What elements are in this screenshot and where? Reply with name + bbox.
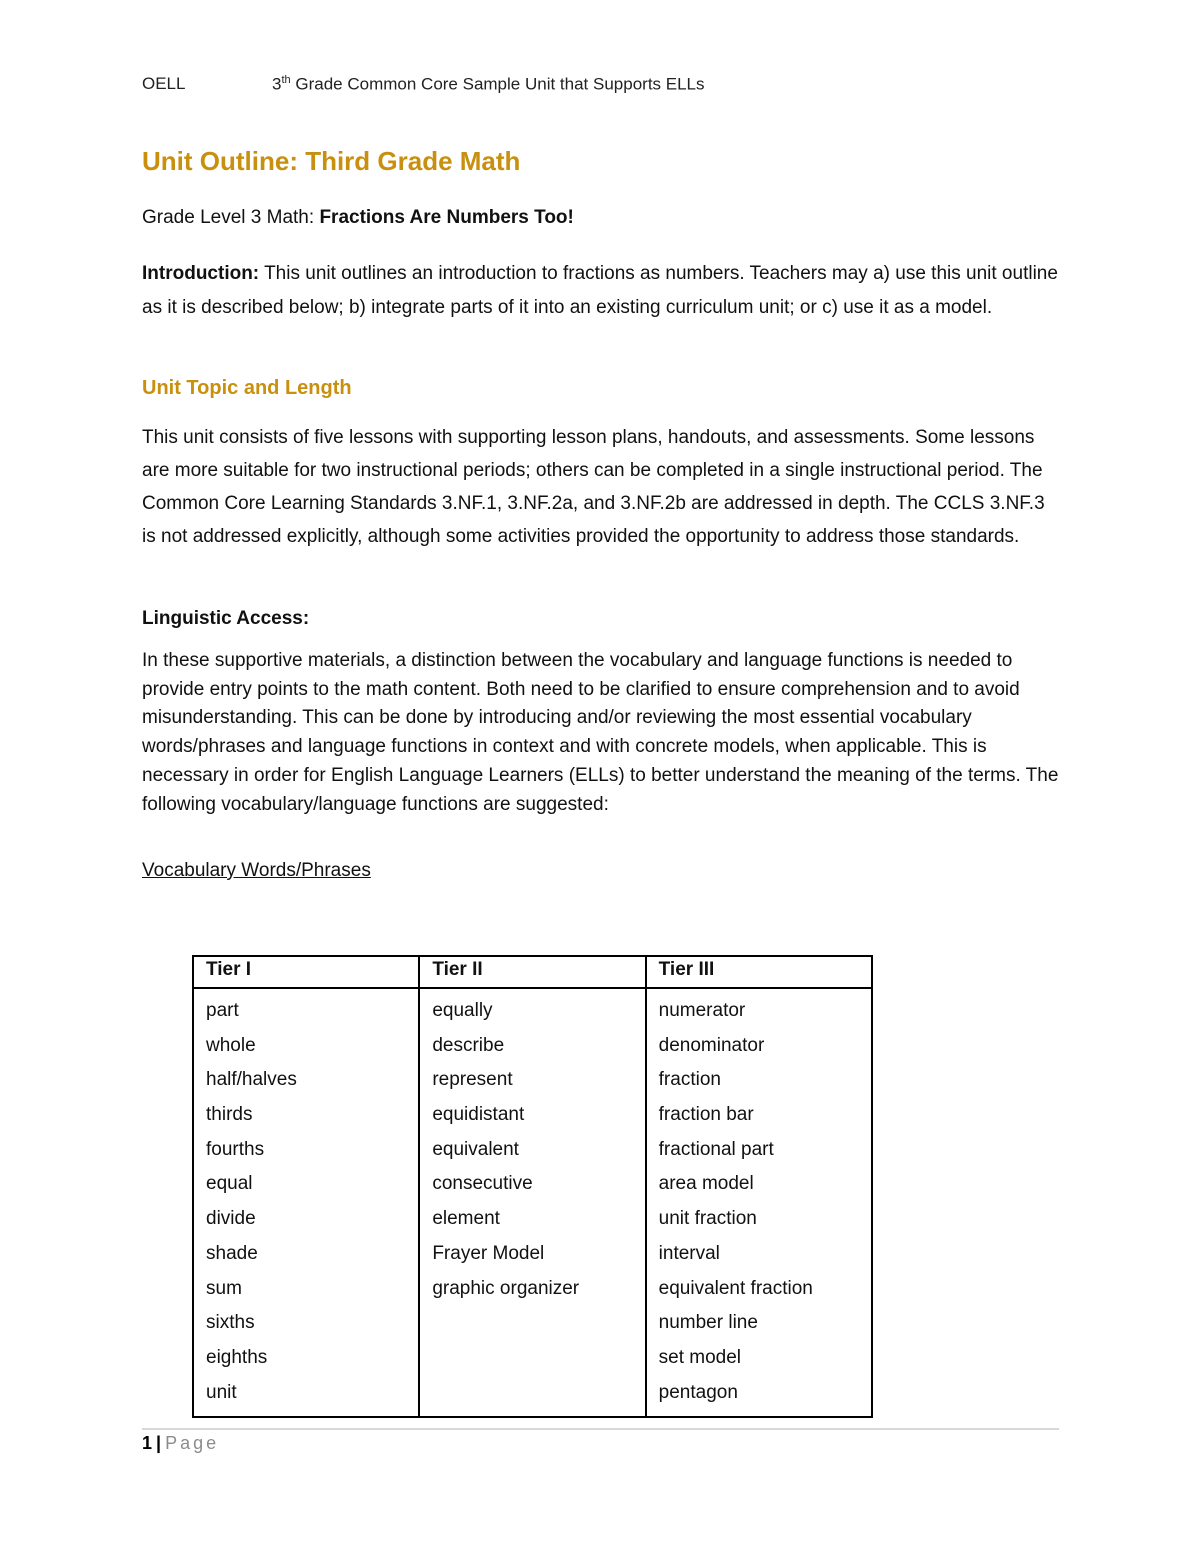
unit-title: Unit Outline: Third Grade Math: [142, 146, 521, 176]
unit-name: Fractions Are Numbers Too!: [319, 207, 574, 228]
tier-3-word: equivalent fraction: [658, 1277, 813, 1299]
page-label: Page: [165, 1433, 220, 1453]
introduction-label: Introduction:: [142, 263, 260, 284]
tier-3-word: denominator: [658, 1034, 765, 1056]
header-grade-suffix: th: [281, 74, 291, 86]
tier-1-word: part: [206, 1000, 239, 1021]
tier-3-column: [646, 988, 872, 1417]
tier-3-word: fraction: [658, 1069, 721, 1091]
header-title-text: Grade Common Core Sample Unit that Supports ELLs: [290, 74, 705, 94]
tier-2-word: consecutive: [432, 1173, 533, 1195]
tier-1-word: equal: [206, 1173, 253, 1195]
tier-1-word: unit: [206, 1381, 237, 1403]
tier-1-word: thirds: [206, 1104, 253, 1126]
tier-2-word: Frayer Model: [432, 1242, 545, 1264]
tier-3-word: area model: [658, 1173, 754, 1195]
header-title: [272, 74, 705, 95]
tier-1-word: divide: [206, 1208, 256, 1230]
tier-1-word: sixths: [206, 1312, 255, 1334]
footer-separator: |: [156, 1433, 162, 1453]
tier-2-word: represent: [432, 1069, 513, 1091]
tier-1-word: half/halves: [206, 1069, 297, 1091]
tier-2-word: equivalent: [432, 1138, 519, 1160]
header-grade-number: 3: [272, 74, 282, 94]
vocabulary-table: [192, 955, 873, 1418]
vocabulary-heading: Vocabulary Words/Phrases: [142, 860, 371, 881]
tier-1-word: shade: [206, 1242, 258, 1264]
footer-divider: [142, 1428, 1059, 1430]
tier-2-column: [419, 988, 645, 1417]
tier-3-word: unit fraction: [658, 1208, 757, 1230]
tier-1-word: eighths: [206, 1346, 268, 1368]
linguistic-access-paragraph: In these supportive materials, a distinction between the vocabulary and language functions is needed to provide entry points to the math content. Both need to be clarified to ensure comprehension and to avoid misunderstanding. This can be done by introducing and/or reviewing the most essential vocabulary words/phrases and language functions in context and with concrete models, when applicable. This is necessary in order for English Language Learners (ELLs) to better understand the meaning of the terms. The following vocabulary/language functions are suggested:: [142, 650, 1059, 815]
tier-1-column: [193, 988, 419, 1417]
tier-3-word: fractional part: [658, 1138, 774, 1160]
tier-3-word: set model: [658, 1346, 742, 1368]
linguistic-access-heading: Linguistic Access:: [142, 608, 310, 629]
grade-line: [142, 207, 574, 229]
tier-3-word: numerator: [658, 1000, 746, 1021]
tier-3-word: pentagon: [658, 1381, 738, 1403]
tier-3-word: interval: [658, 1242, 720, 1264]
tier-2-word: element: [432, 1208, 500, 1230]
tier-3-word: number line: [658, 1312, 758, 1334]
tier-3-header: Tier III: [646, 956, 872, 988]
vocabulary-body-row: [193, 988, 872, 1417]
introduction-paragraph: [142, 257, 1062, 325]
topic-heading: Unit Topic and Length: [142, 377, 352, 399]
introduction-text: This unit outlines an introduction to fractions as numbers. Teachers may a) use this unit outline as it is described below; b) integrate parts of it into an existing curriculum unit; or c) use it as a model.: [142, 263, 1058, 318]
tier-2-word: graphic organizer: [432, 1277, 580, 1299]
tier-1-word: whole: [206, 1034, 256, 1056]
header-org: OELL: [142, 74, 186, 93]
tier-2-word: equidistant: [432, 1104, 525, 1126]
grade-label: Grade Level 3 Math:: [142, 207, 320, 228]
tier-1-word: fourths: [206, 1138, 265, 1160]
page-number: 1: [142, 1433, 153, 1453]
tier-1-word: sum: [206, 1277, 242, 1299]
tier-1-header: Tier I: [193, 956, 419, 988]
topic-paragraph: This unit consists of five lessons with supporting lesson plans, handouts, and assessments. Some lessons are more suitable for two instructional periods; others can be completed in a single instructional period. The Common Core Learning Standards 3.NF.1, 3.NF.2a, and 3.NF.2b are addressed in depth. The CCLS 3.NF.3 is not addressed explicitly, although some activities provided the opportunity to address those standards.: [142, 427, 1045, 547]
page-footer: [142, 1433, 219, 1454]
tier-2-word: describe: [432, 1034, 505, 1056]
vocabulary-header-row: [193, 956, 872, 988]
tier-2-word: equally: [432, 1000, 493, 1021]
tier-2-header: Tier II: [419, 956, 645, 988]
tier-3-word: fraction bar: [658, 1104, 754, 1126]
